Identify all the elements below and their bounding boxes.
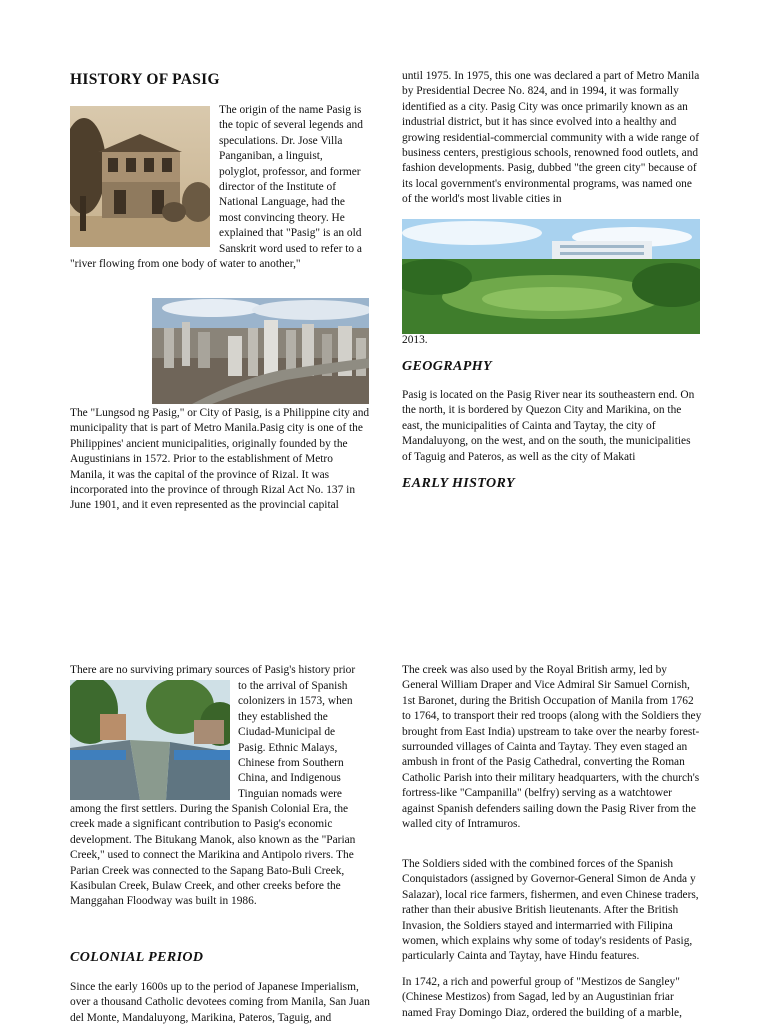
intro-line: Sanskrit word used to refer to a	[219, 242, 362, 255]
intro-line: National Language, had the	[219, 196, 345, 209]
intro-line: polyglot, professor, and former	[219, 165, 361, 178]
intro-line: Panganiban, a linguist,	[219, 150, 323, 163]
early-history-wrap-text	[238, 679, 370, 802]
colonial-period-paragraph: Since the early 1600s up to the period of Japanese Imperialism, over a thousand Catholic devotees coming from Manila, San Juan del Monte, Mandaluyong, Marikina, Pateros, Taguig, and	[70, 981, 370, 1024]
city-skyline-photo	[152, 298, 369, 404]
wrap-line: to the arrival of Spanish	[238, 680, 348, 692]
soldiers-paragraph: The Soldiers sided with the combined forces of the Spanish Conquistadors (assigned by Governor-General Simon de Anda y Salazar), local rice farmers, fishermen, and even Chinese traders, rather than their abusive British lieutenants. After the British Invasion, the Soldiers stayed and intermarried with Filipina women, which explains why some of today's residents of Pasig, particularly Cainta and Taytay, have Hindu features.	[402, 858, 699, 963]
intro-line: speculations. Dr. Jose Villa	[219, 134, 343, 147]
colonial-period-heading: COLONIAL PERIOD	[70, 950, 204, 965]
intro-line: most convincing theory. He	[219, 211, 345, 224]
intro-line: explained that "Pasig" is an old	[219, 227, 362, 240]
early-history-paragraph: among the first settlers. During the Spanish Colonial Era, the creek made a significant contribution to Pasig's economic development. The Bitukang Manok, also known as the "Parian Creek," used to connect the Marikina and Antipolo rivers. The Parian Creek was connected to the Sapang Bato-Buli Creek, Kasibulan Creek, Bulaw Creek, and other creeks before the Manggahan Floodway was built in 1986.	[70, 803, 356, 908]
wrap-line: Chinese from Southern	[238, 757, 344, 770]
intro-tail: "river flowing from one body of water to another,"	[70, 258, 301, 270]
british-army-paragraph: The creek was also used by the Royal British army, led by General William Draper and Vice Admiral Sir Samuel Cornish, 1st Baronet, during the British Occupation of Manila from 1762 to 1764, to transport their red troops (along with the Soldiers they brought from East India) upstream to take over the nearby forest-surrounded villages of Cainta and Taytay. They even staged an ambush in front of the Pasig Cathedral, converting the Roman Catholic Parish into their military headquarters, with the church's fortress-like "Campanilla" (belfry) serving as a watchtower against Spanish defenders sailing down the Pasig River from the walled city of Intramuros.	[402, 664, 702, 831]
mestizos-paragraph: In 1742, a rich and powerful group of "Mestizos de Sangley" (Chinese Mestizos) from Sagad, led by an Augustinian friar named Fray Domingo Diaz, ordered the building of a marble,	[402, 976, 682, 1019]
intro-line: The origin of the name Pasig is	[219, 104, 362, 116]
early-history-first-line: There are no surviving primary sources of Pasig's history prior	[70, 664, 356, 676]
intro-line: director of the Institute of	[219, 181, 337, 194]
city-history-paragraph: until 1975. In 1975, this one was declared a part of Metro Manila by Presidential Decree No. 824, and in 1994, it was formally identified as a city. Pasig City was once primarily known as an industrial district, but it has since evolved into a healthy and growing residential-commercial community with a wide range of business centers, prestigious schools, renowned food outlets, and fashion developments. Pasig, dubbed "the green city" because of its local government's environmental programs, was named one of the world's most livable cities in	[402, 70, 700, 206]
intro-line: the topic of several legends and	[219, 119, 363, 132]
intro-wrap-text	[219, 103, 369, 257]
wrap-line: Tinguian nomads were	[238, 787, 342, 800]
wrap-line: China, and Indigenous	[238, 772, 341, 785]
wrap-line: colonizers in 1573, when	[238, 695, 353, 708]
wrap-line: Pasig. Ethnic Malays,	[238, 741, 338, 754]
geography-heading: GEOGRAPHY	[402, 359, 492, 374]
creek-photo	[70, 680, 230, 800]
year-text: 2013.	[402, 334, 428, 346]
early-history-heading: EARLY HISTORY	[402, 476, 515, 491]
page-title: HISTORY OF PASIG	[70, 71, 220, 88]
geography-paragraph: Pasig is located on the Pasig River near its southeastern end. On the north, it is bordered by Quezon City and Marikina, on the east, the municipalities of Cainta and Taytay, the city of Mandaluyong, on the west, and on the south, the municipalities of Taguig and Pateros, as well as the city of Makati	[402, 389, 695, 463]
green-park-photo	[402, 219, 700, 334]
lungsod-paragraph: The "Lungsod ng Pasig," or City of Pasig, is a Philippine city and municipality that is part of Metro Manila.Pasig city is one of the Philippines' ancient municipalities, originally founded by the Augustinians in 1572. Prior to the establishment of Metro Manila, it was the capital of the province of Rizal. It was incorporated into the province of through Rizal Act No. 137 in June 1901, and it even represented as the provincial capital	[70, 407, 370, 512]
old-house-photo	[70, 106, 210, 247]
wrap-line: Ciudad-Municipal de	[238, 726, 336, 739]
wrap-line: they established the	[238, 710, 328, 723]
